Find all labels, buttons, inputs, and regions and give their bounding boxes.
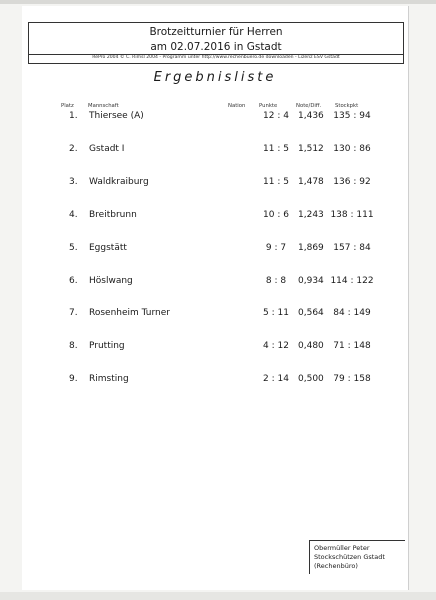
team-cell: Gstadt I xyxy=(89,143,125,154)
table-row xyxy=(22,274,408,288)
rank-cell: 7. xyxy=(69,308,78,319)
table-row xyxy=(22,306,408,320)
table-row xyxy=(22,208,408,222)
team-cell: Rosenheim Turner xyxy=(89,308,170,319)
points-cell: 11 : 5 xyxy=(263,143,289,154)
points-cell: 12 : 4 xyxy=(263,111,289,121)
points-cell: 5 : 11 xyxy=(263,308,289,319)
quotient-cell: 1,869 xyxy=(298,242,324,253)
software-credit: RePro 2004 © C. Rimsl 2004 - Programm unter http://www.rechenbuero.de downloaden - Lizenz ESV Gstadt xyxy=(92,55,340,60)
scan-edge-top xyxy=(0,0,436,4)
stock-points-cell: 79 : 158 xyxy=(333,374,371,385)
points-cell: 8 : 8 xyxy=(265,275,287,286)
points-cell: 2 : 14 xyxy=(263,374,289,385)
team-cell: Höslwang xyxy=(89,275,133,286)
tournament-title: Brotzeitturnier für Herren xyxy=(149,26,283,38)
signature-office: (Rechenbüro) xyxy=(314,562,358,570)
table-row xyxy=(22,175,408,189)
stock-points-cell: 135 : 94 xyxy=(333,111,371,121)
points-cell: 10 : 6 xyxy=(263,209,289,220)
stock-points-cell: 71 : 148 xyxy=(333,341,371,352)
rank-cell: 2. xyxy=(69,143,78,154)
signature-box xyxy=(309,540,405,574)
rank-cell: 5. xyxy=(69,242,78,253)
team-cell: Waldkraiburg xyxy=(89,176,149,187)
table-row xyxy=(22,241,408,255)
quotient-cell: 1,478 xyxy=(298,176,324,187)
table-row xyxy=(22,372,408,386)
team-cell: Eggstätt xyxy=(89,242,127,253)
rank-cell: 1. xyxy=(69,111,78,121)
stock-points-cell: 84 : 149 xyxy=(333,308,371,319)
quotient-cell: 0,480 xyxy=(298,341,324,352)
quotient-cell: 1,243 xyxy=(298,209,324,220)
quotient-cell: 0,500 xyxy=(298,374,324,385)
points-cell: 4 : 12 xyxy=(263,341,289,352)
rank-cell: 9. xyxy=(69,374,78,385)
table-row xyxy=(22,142,408,156)
stock-points-cell: 136 : 92 xyxy=(333,176,371,187)
rank-cell: 8. xyxy=(69,341,78,352)
rank-cell: 6. xyxy=(69,275,78,286)
quotient-cell: 0,564 xyxy=(298,308,324,319)
column-header-platz: Platz xyxy=(61,103,74,109)
column-header-nation: Nation xyxy=(228,103,246,109)
scan-edge-bottom xyxy=(0,592,436,600)
stock-points-cell: 157 : 84 xyxy=(333,242,371,253)
stock-points-cell: 114 : 122 xyxy=(330,275,374,286)
points-cell: 11 : 5 xyxy=(263,176,289,187)
stock-points-cell: 138 : 111 xyxy=(330,209,374,220)
team-cell: Rimsting xyxy=(89,374,129,385)
tournament-date-location: am 02.07.2016 in Gstadt xyxy=(150,41,282,53)
team-cell: Prutting xyxy=(89,341,125,352)
signature-name: Obermüller Peter xyxy=(314,544,370,552)
stock-points-cell: 130 : 86 xyxy=(333,143,371,154)
rank-cell: 4. xyxy=(69,209,78,220)
rank-cell: 3. xyxy=(69,176,78,187)
table-row xyxy=(22,109,408,123)
results-list-title: Ergebnisliste xyxy=(153,70,277,85)
column-header-stockpunkte: Stockpkt xyxy=(335,103,359,109)
quotient-cell: 1,436 xyxy=(298,111,324,121)
column-header-mannschaft: Mannschaft xyxy=(88,103,119,109)
table-row xyxy=(22,339,408,353)
quotient-cell: 1,512 xyxy=(298,143,324,154)
quotient-cell: 0,934 xyxy=(298,275,324,286)
signature-club: Stockschützen Gstadt xyxy=(314,553,385,561)
points-cell: 9 : 7 xyxy=(265,242,287,253)
column-header-note-diff: Note/Diff. xyxy=(296,103,322,109)
team-cell: Breitbrunn xyxy=(89,209,137,220)
column-header-punkte: Punkte xyxy=(259,103,278,109)
header-box xyxy=(28,22,404,64)
team-cell: Thiersee (A) xyxy=(89,111,144,121)
document-page xyxy=(22,6,409,590)
